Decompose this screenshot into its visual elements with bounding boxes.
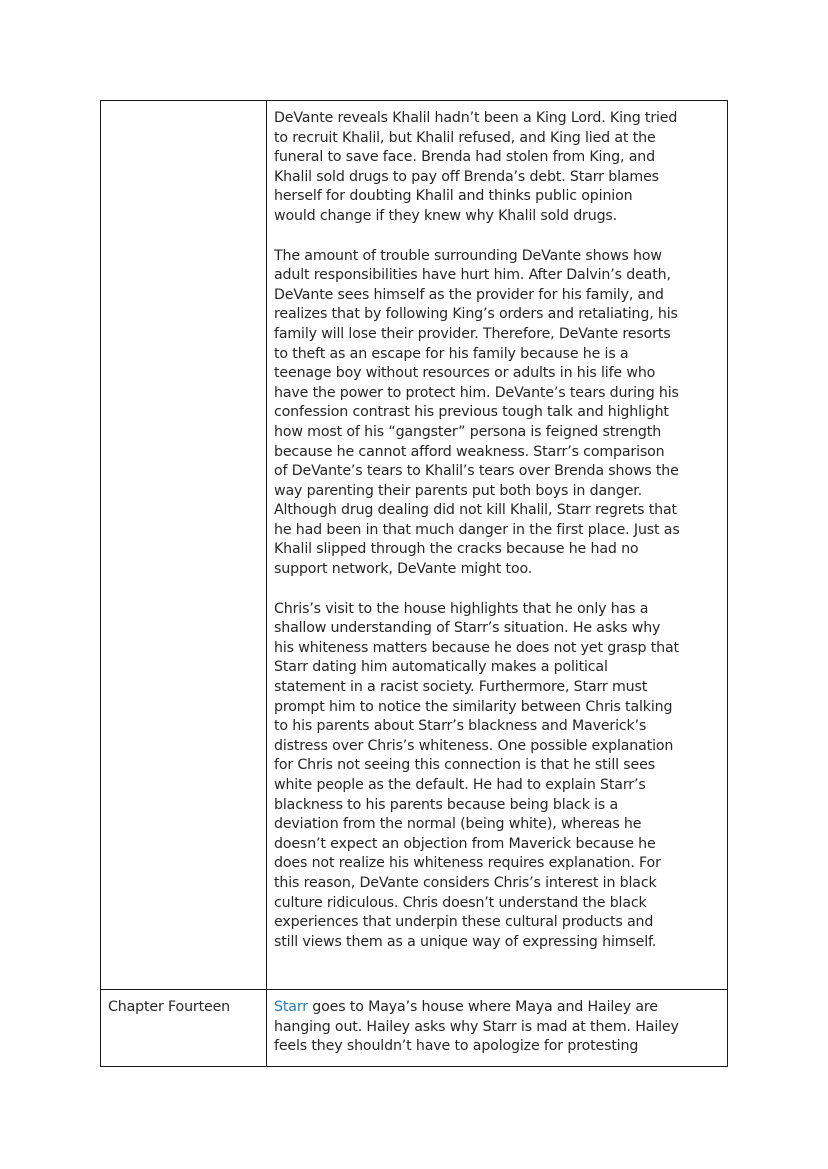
chapter-cell (101, 990, 267, 1067)
analysis-paragraph: Chris’s visit to the house highlights that he only has a shallow understanding of Starr’s situation. He asks why his whiteness matters because he does not yet grasp that Starr dating him automatically makes a political statement in a racist society. Furthermore, Starr must prompt him to notice the similarity between Chris talking to his parents about Starr’s blackness and Maverick’s distress over Chris’s whiteness. One possible explanation for Chris not seeing this connection is that he still sees white people as the default. He had to explain Starr’s blackness to his parents because being black is a deviation from the normal (being white), whereas he doesn’t expect an objection from Maverick because he does not realize his whiteness requires explanation. For this reason, DeVante considers Chris’s interest in black culture ridiculous. Chris doesn’t understand the black experiences that underpin these cultural products and still views them as a unique way of expressing himself. (274, 600, 679, 950)
character-link-starr[interactable]: Starr (274, 999, 308, 1015)
table-row (101, 101, 728, 990)
summary-paragraph (267, 990, 727, 1057)
analysis-paragraph: The amount of trouble surrounding DeVante shows how adult responsibilities have hurt him. After Dalvin’s death, DeVante sees himself as the provider for his family, and realizes that by following King’s orders and retaliating, his family will lose their provider. Therefore, DeVante resorts to theft as an escape for his family because he is a teenage boy without resources or adults in his life who have the power to protect him. DeVante’s tears during his confession contrast his previous tough talk and highlight how most of his “gangster” persona is feigned strength because he cannot afford weakness. Starr’s comparison of DeVante’s tears to Khalil’s tears over Brenda shows the way parenting their parents put both boys in danger. Although drug dealing did not kill Khalil, Starr regrets that he had been in that much danger in the first place. Just as Khalil slipped through the cracks because he had no support network, DeVante might too. (274, 247, 680, 578)
summary-text: goes to Maya’s house where Maya and Hailey are hanging out. Hailey asks why Starr is mad at them. Hailey feels they shouldn’t have to apologize for protesting (274, 999, 679, 1055)
chapter-cell (101, 101, 267, 990)
analysis-cell (267, 101, 728, 990)
summary-paragraph: DeVante reveals Khalil hadn’t been a King Lord. King tried to recruit Khalil, but Khalil refused, and King lied at the funeral to save face. Brenda had stolen from King, and Khalil sold drugs to pay off Brenda’s debt. Starr blames herself for doubting Khalil and thinks public opinion would change if they knew why Khalil sold drugs. (274, 110, 678, 224)
chapter-summary-table (100, 100, 728, 1067)
summary-cell (267, 990, 728, 1067)
table-row (101, 990, 728, 1067)
chapter-label: Chapter Fourteen (108, 999, 231, 1015)
